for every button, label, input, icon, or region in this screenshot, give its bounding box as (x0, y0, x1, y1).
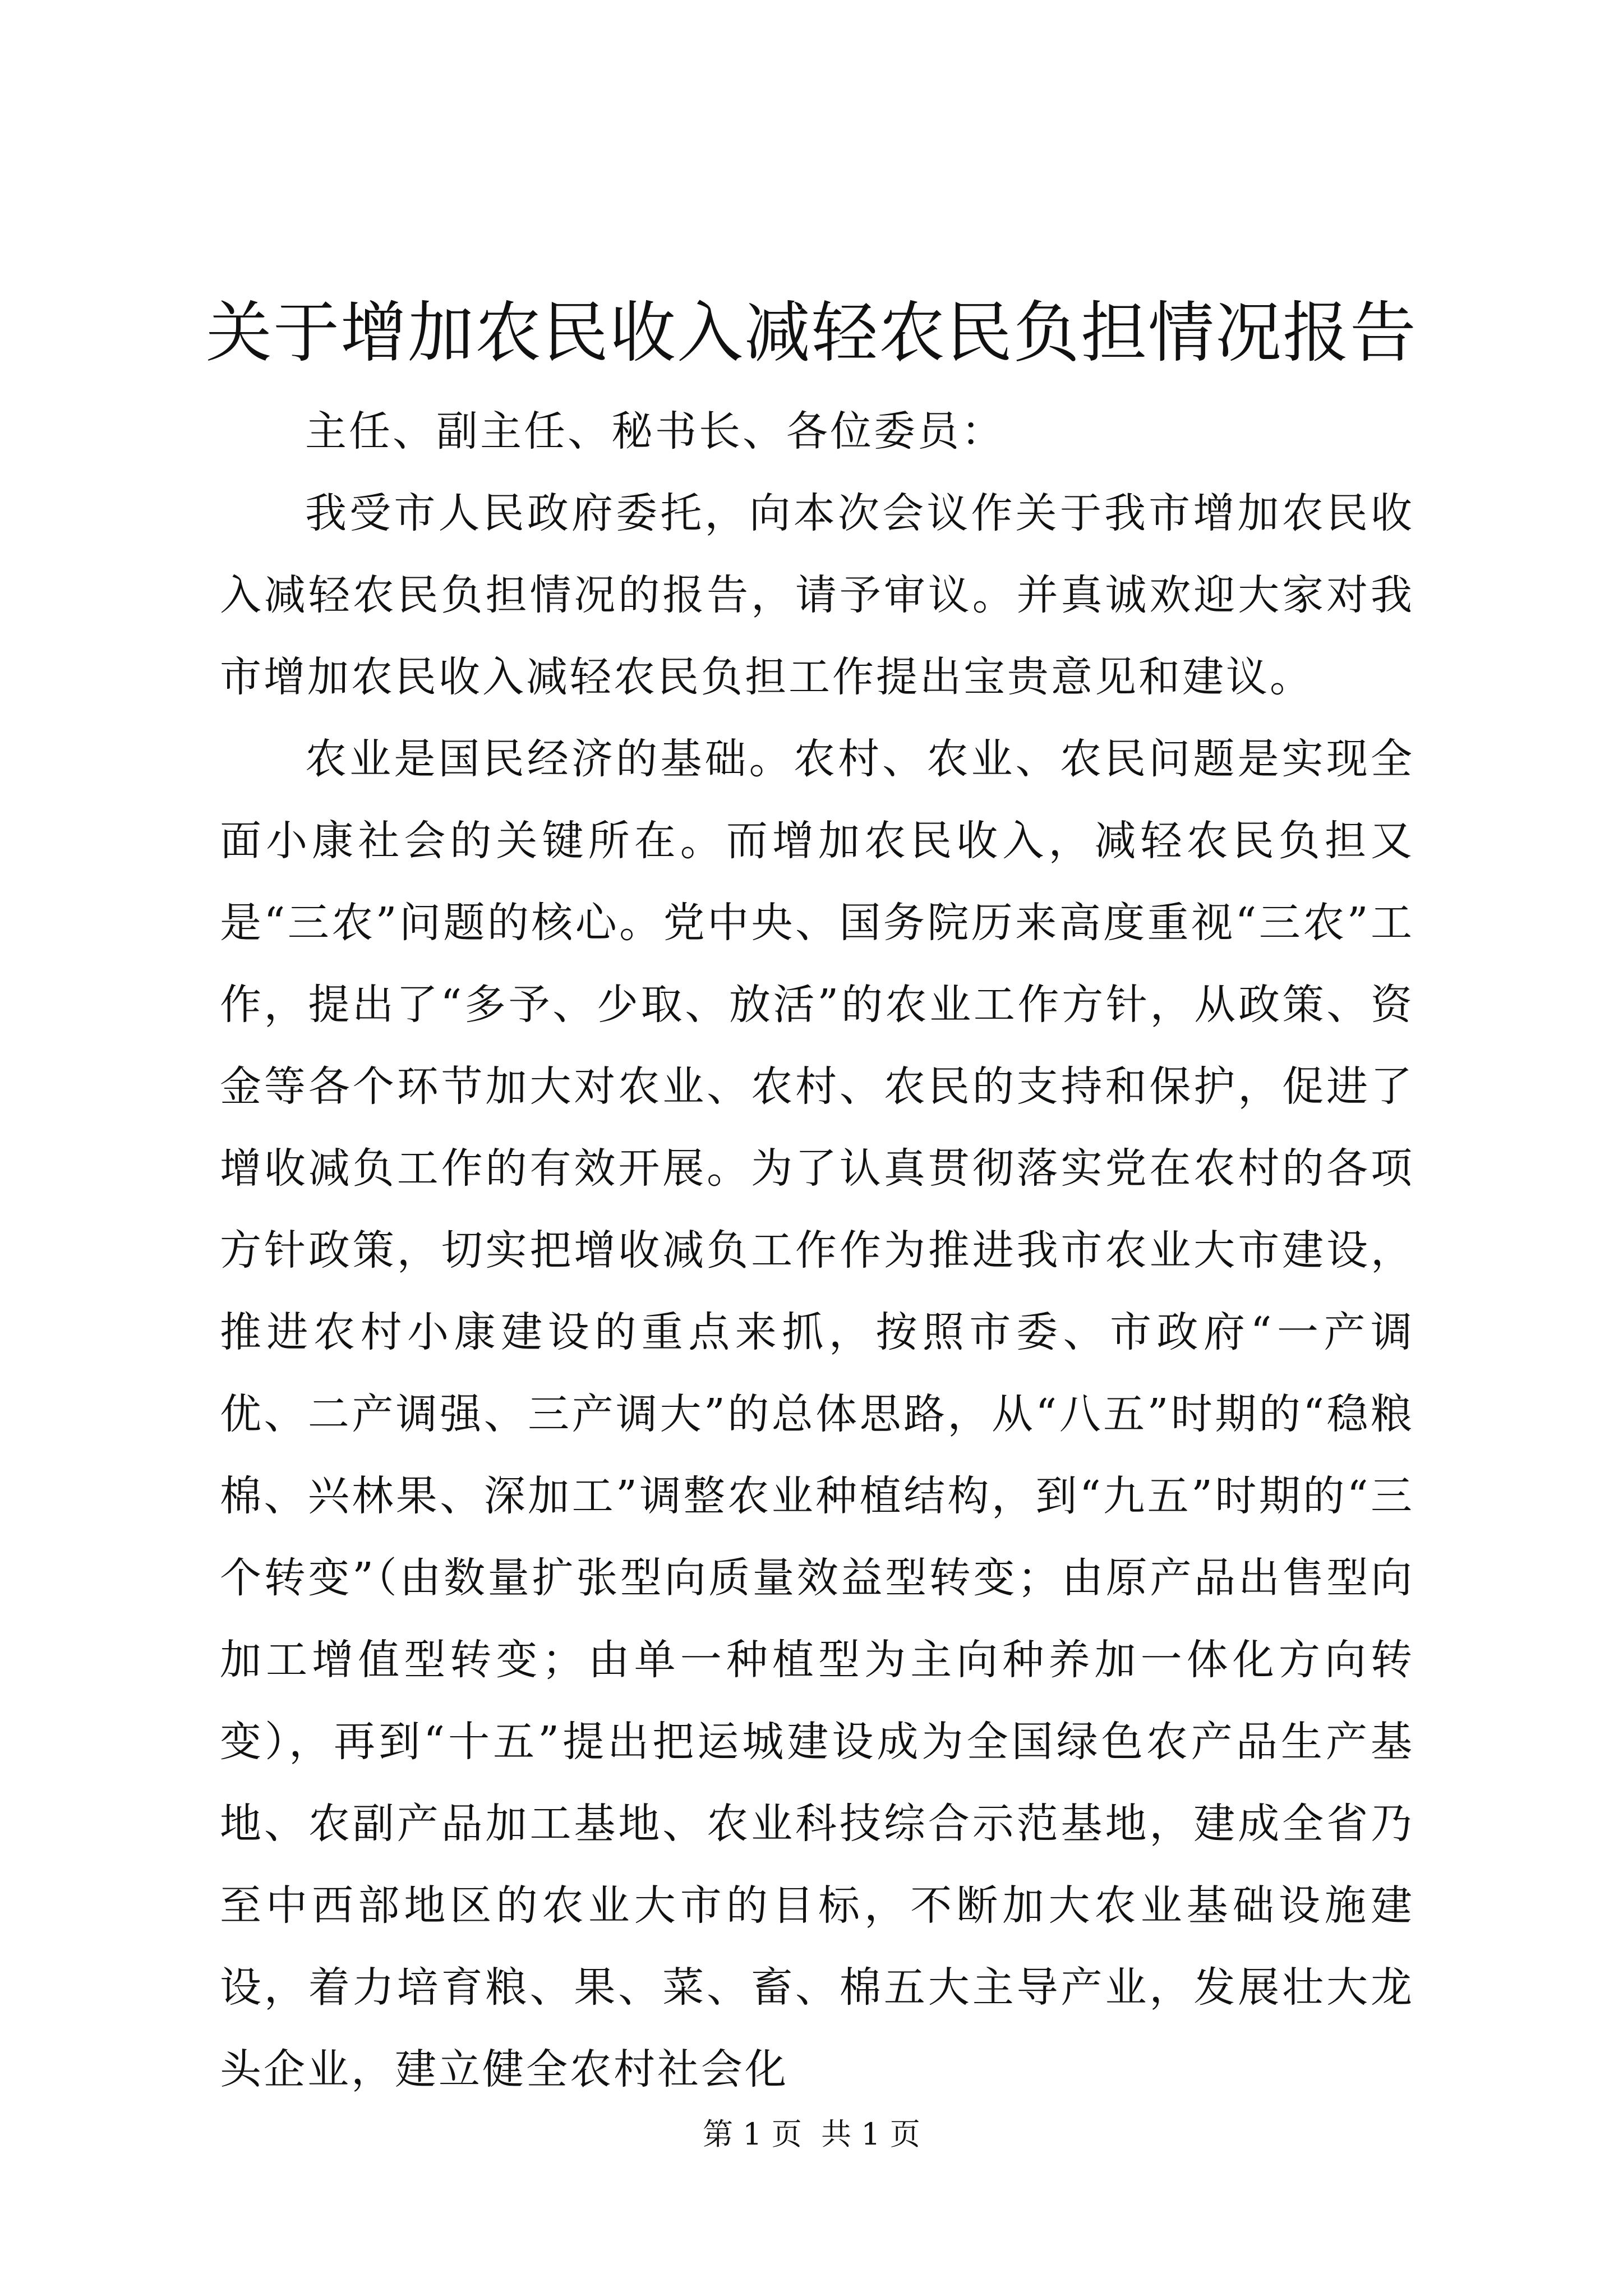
page-number-text: 第 1 页 共 1 页 (703, 2116, 920, 2152)
document-title: 关于增加农民收入减轻农民负担情况报告 (205, 294, 1417, 371)
document-body (220, 390, 1414, 2110)
salutation-paragraph: 主任、副主任、秘书长、各位委员： (305, 407, 1005, 455)
page-footer (0, 2115, 1623, 2154)
intro-paragraph: 我受市人民政府委托，向本次会议作关于我市增加农民收入减轻农民负担情况的报告，请予审议。并真诚欢迎大家对我市增加农民收入减轻农民负担工作提出宝贵意见和建议。 (220, 489, 1414, 701)
main-paragraph: 农业是国民经济的基础。农村、农业、农民问题是实现全面小康社会的关键所在。而增加农民收入，减轻农民负担又是“三农”问题的核心。党中央、国务院历来高度重视“三农”工作，提出了“多予、少取、放活”的农业工作方针，从政策、资金等各个环节加大对农业、农村、农民的支持和保护，促进了增收减负工作的有效开展。为了认真贯彻落实党在农村的各项方针政策，切实把增收减负工作作为推进我市农业大市建设，推进农村小康建设的重点来抓，按照市委、市政府“一产调优、二产调强、三产调大”的总体思路，从“八五”时期的“稳粮棉、兴林果、深加工”调整农业种植结构，到“九五”时期的“三个转变”（由数量扩张型向质量效益型转变；由原产品出售型向加工增值型转变；由单一种植型为主向种养加一体化方向转变），再到“十五”提出把运城建设成为全国绿色农产品生产基地、农副产品加工基地、农业科技综合示范基地，建成全省乃至中西部地区的农业大市的目标，不断加大农业基础设施建设，着力培育粮、果、菜、畜、棉五大主导产业，发展壮大龙头企业，建立健全农村社会化 (220, 735, 1414, 2093)
